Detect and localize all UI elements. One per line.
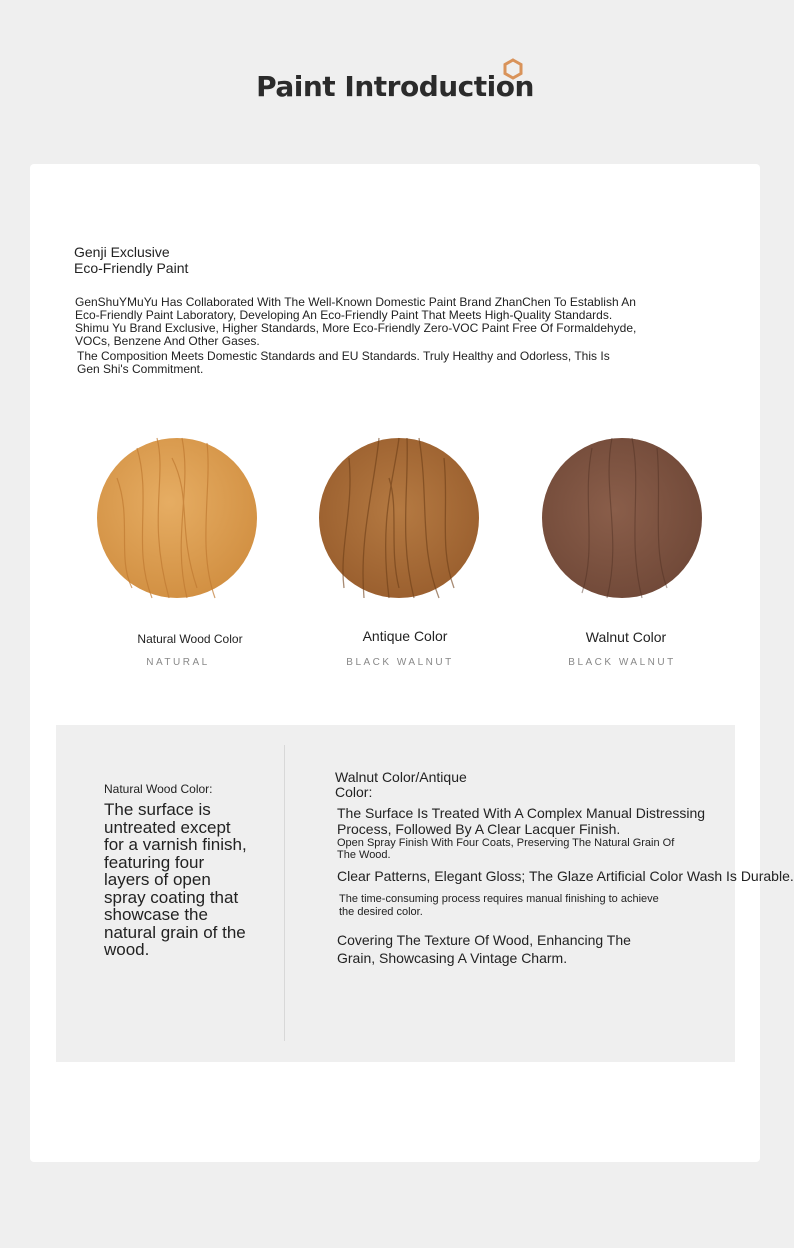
- color-sub-walnut: BLACK WALNUT: [568, 657, 676, 668]
- walnut-detail-2: Open Spray Finish With Four Coats, Preserving The Natural Grain Of The Wood.: [337, 837, 675, 861]
- walnut-color-swatch: [542, 438, 702, 598]
- intro-heading: Genji Exclusive Eco-Friendly Paint: [74, 244, 189, 276]
- page-title: Paint Introduction: [256, 70, 534, 103]
- intro-paragraph-1: GenShuYMuYu Has Collaborated With The Well-Known Domestic Paint Brand ZhanChen To Establish An Eco-Friendly Paint Laboratory, Developing An Eco-Friendly Paint That Meets High-Quality Standards.: [75, 295, 636, 322]
- walnut-detail-5: Covering The Texture Of Wood, Enhancing The Grain, Showcasing A Vintage Charm.: [337, 932, 631, 966]
- finish-details-panel: [56, 725, 794, 1062]
- natural-details-label: Natural Wood Color:: [104, 782, 213, 796]
- panel-divider: [284, 745, 285, 1041]
- color-name-antique: Antique Color: [362, 628, 448, 644]
- intro-paragraph-3: The Composition Meets Domestic Standards and EU Standards. Truly Healthy and Odorless, This Is Gen Shi's Commitment.: [77, 349, 610, 376]
- content-card: [30, 164, 794, 1162]
- color-sub-natural: NATURAL: [146, 657, 210, 668]
- natural-details-text: The surface is untreated except for a varnish finish, featuring four layers of open spray coating that showcase the natural grain of the wood.: [104, 800, 247, 959]
- color-name-walnut: Walnut Color: [585, 629, 667, 645]
- walnut-detail-4: The time-consuming process requires manual finishing to achieve the desired color.: [339, 893, 659, 918]
- antique-color-swatch: [319, 438, 479, 598]
- natural-wood-swatch: [97, 438, 257, 598]
- color-sub-antique: BLACK WALNUT: [346, 657, 454, 668]
- walnut-antique-label: Walnut Color/Antique Color:: [335, 769, 467, 800]
- intro-paragraph-2: Shimu Yu Brand Exclusive, Higher Standards, More Eco-Friendly Zero-VOC Paint Free Of Formaldehyde, VOCs, Benzene And Other Gases.: [75, 321, 637, 348]
- walnut-detail-3: Clear Patterns, Elegant Gloss; The Glaze Artificial Color Wash Is Durable.: [337, 868, 794, 884]
- color-name-natural: Natural Wood Color: [137, 632, 243, 646]
- walnut-detail-1: The Surface Is Treated With A Complex Manual Distressing Process, Followed By A Clear Lacquer Finish.: [337, 805, 706, 837]
- hexagon-outline-icon: [502, 58, 524, 80]
